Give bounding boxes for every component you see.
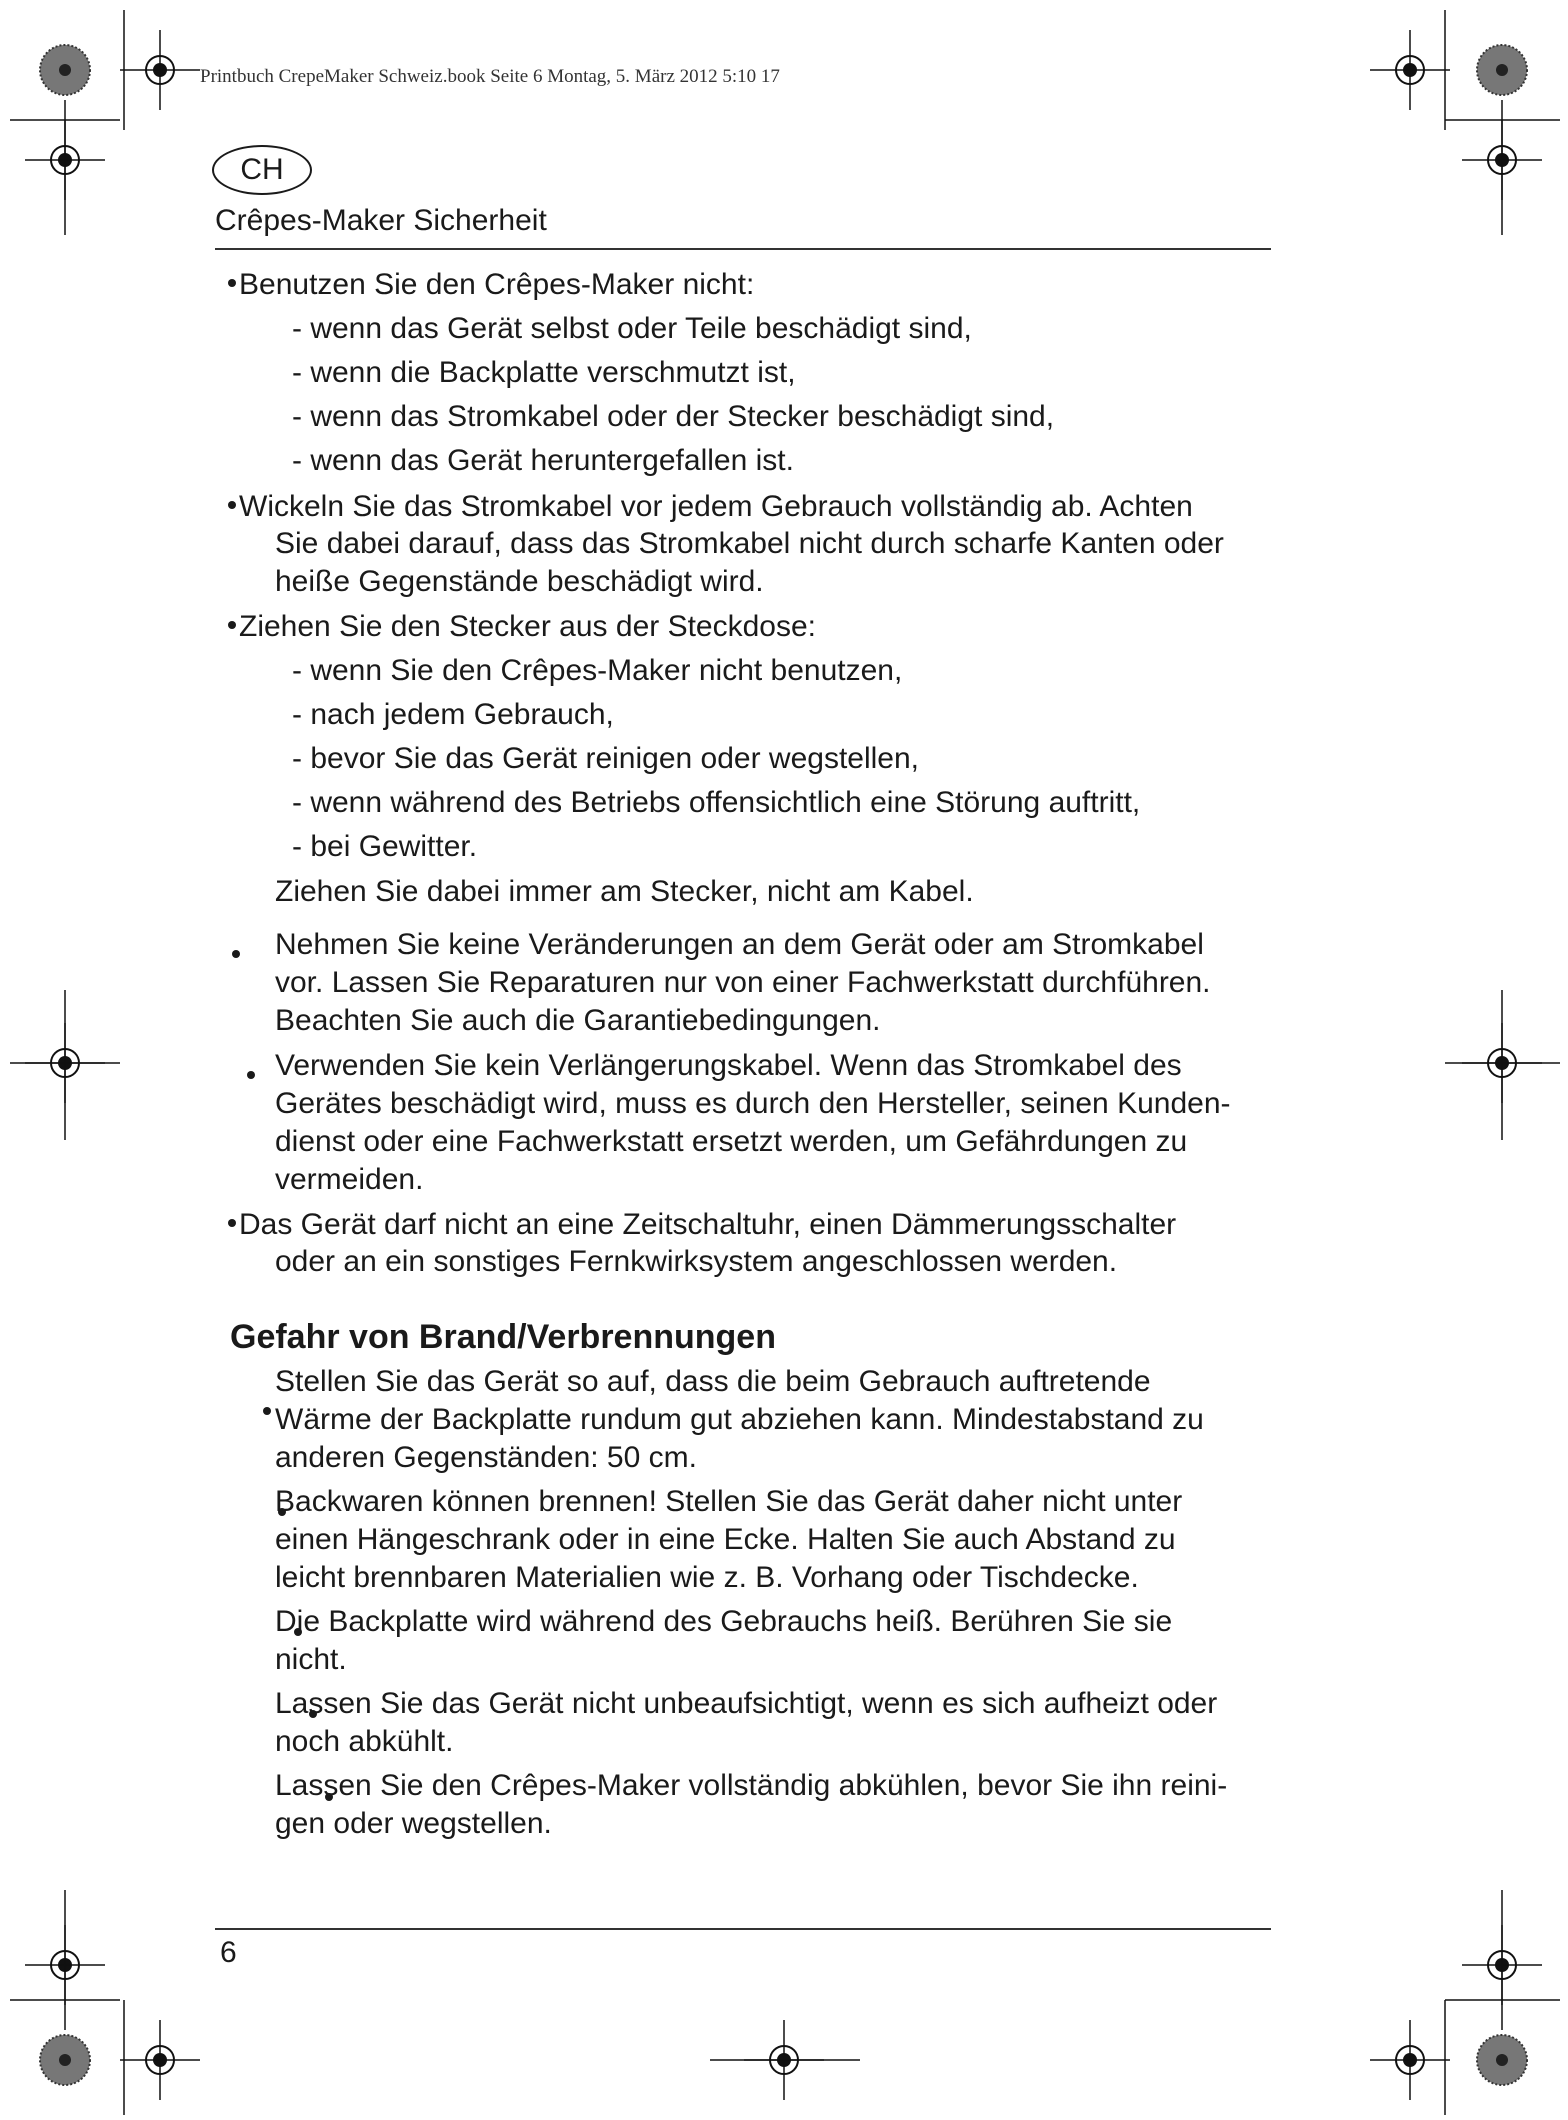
bullet-text-line: Verwenden Sie kein Verlängerungskabel. Wenn das Stromkabel des <box>275 1049 1182 1082</box>
bullet-text: Ziehen Sie den Stecker aus der Steckdose: <box>239 610 817 643</box>
bullet-text-line: anderen Gegenständen: 50 cm. <box>275 1441 697 1474</box>
sub-item: - bei Gewitter. <box>292 830 478 863</box>
bullet-text-line: noch abkühlt. <box>275 1725 454 1758</box>
page-number: 6 <box>220 1936 237 1969</box>
bullet-text-line: Gerätes beschädigt wird, muss es durch den Hersteller, seinen Kunden- <box>275 1087 1231 1120</box>
bullet-text-line: vor. Lassen Sie Reparaturen nur von einer Fachwerkstatt durchführen. <box>275 966 1211 999</box>
bullet-text-line: dienst oder eine Fachwerkstatt ersetzt werden, um Gefährdungen zu <box>275 1125 1188 1158</box>
registration-cross-icon <box>1370 2020 1450 2100</box>
registration-star-icon <box>1477 45 1527 95</box>
bullet-text-line: oder an ein sonstiges Fernkwirksystem angeschlossen werden. <box>275 1245 1118 1278</box>
bullet-text-line: leicht brennbaren Materialien wie z. B. Vorhang oder Tischdecke. <box>275 1561 1139 1594</box>
sub-item: - wenn während des Betriebs offensichtlich eine Störung auftritt, <box>292 786 1141 819</box>
registration-cross-icon <box>120 2020 200 2100</box>
bullet-text-line: nicht. <box>275 1643 347 1676</box>
sub-item: - wenn das Gerät heruntergefallen ist. <box>292 444 794 477</box>
bullet-text-line: vermeiden. <box>275 1163 424 1196</box>
bullet-text-line: Lassen Sie das Gerät nicht unbeaufsichtigt, wenn es sich aufheizt oder <box>275 1687 1218 1720</box>
bullet-item <box>228 266 754 304</box>
sub-item: - wenn die Backplatte verschmutzt ist, <box>292 356 796 389</box>
bullet-text-line: Sie dabei darauf, dass das Stromkabel nicht durch scharfe Kanten oder <box>275 527 1224 560</box>
sub-item: - wenn Sie den Crêpes-Maker nicht benutzen, <box>292 654 903 687</box>
bullet-text-line: Nehmen Sie keine Veränderungen an dem Gerät oder am Stromkabel <box>275 928 1204 961</box>
sub-item: - nach jedem Gebrauch, <box>292 698 614 731</box>
bullet-text-line: gen oder wegstellen. <box>275 1807 552 1840</box>
bullet-text-line: Die Backplatte wird während des Gebrauchs heiß. Berühren Sie sie <box>275 1605 1173 1638</box>
bullet-item <box>228 608 816 646</box>
sub-item: - wenn das Gerät selbst oder Teile beschädigt sind, <box>292 312 972 345</box>
section-title: Gefahr von Brand/Verbrennungen <box>230 1318 776 1356</box>
bullet-text: Benutzen Sie den Crêpes-Maker nicht: <box>239 268 755 301</box>
bullet-dot-icon <box>228 501 236 509</box>
footer-rule <box>215 1928 1271 1930</box>
bullet-text: Wickeln Sie das Stromkabel vor jedem Gebrauch vollständig ab. Achten <box>239 490 1193 523</box>
sub-item: - bevor Sie das Gerät reinigen oder wegstellen, <box>292 742 920 775</box>
bullet-text-line: Wärme der Backplatte rundum gut abziehen kann. Mindestabstand zu <box>275 1403 1204 1436</box>
country-badge: CH <box>212 145 312 195</box>
bullet-dot-icon <box>263 1407 271 1415</box>
bullet-text-line: Beachten Sie auch die Garantiebedingungen. <box>275 1004 881 1037</box>
header-rule <box>215 248 1271 250</box>
bullet-dot-icon <box>232 950 240 958</box>
registration-star-icon <box>1477 2035 1527 2085</box>
bullet-text-line: Stellen Sie das Gerät so auf, dass die beim Gebrauch auftretende <box>275 1365 1151 1398</box>
sub-item: - wenn das Stromkabel oder der Stecker beschädigt sind, <box>292 400 1055 433</box>
bullet-dot-icon <box>228 1219 236 1227</box>
registration-star-icon <box>40 45 90 95</box>
bullet-dot-icon <box>228 279 236 287</box>
bullet-text-line: Lassen Sie den Crêpes-Maker vollständig abkühlen, bevor Sie ihn reini- <box>275 1769 1228 1802</box>
registration-cross-icon <box>1370 30 1450 110</box>
bullet-text-line: Backwaren können brennen! Stellen Sie das Gerät daher nicht unter <box>275 1485 1183 1518</box>
header-title: Crêpes-Maker Sicherheit <box>215 204 547 237</box>
bullet-item <box>228 1206 1176 1244</box>
bullet-note: Ziehen Sie dabei immer am Stecker, nicht am Kabel. <box>275 875 974 908</box>
bullet-text-line: einen Hängeschrank oder in eine Ecke. Halten Sie auch Abstand zu <box>275 1523 1176 1556</box>
registration-star-icon <box>40 2035 90 2085</box>
bullet-item <box>228 488 1193 526</box>
bullet-text: Das Gerät darf nicht an eine Zeitschaltuhr, einen Dämmerungsschalter <box>239 1208 1177 1241</box>
print-slug: Printbuch CrepeMaker Schweiz.book Seite 6 Montag, 5. März 2012 5:10 17 <box>200 66 780 87</box>
registration-cross-icon <box>120 30 200 110</box>
bullet-dot-icon <box>228 621 236 629</box>
bullet-text-line: heiße Gegenstände beschädigt wird. <box>275 565 764 598</box>
